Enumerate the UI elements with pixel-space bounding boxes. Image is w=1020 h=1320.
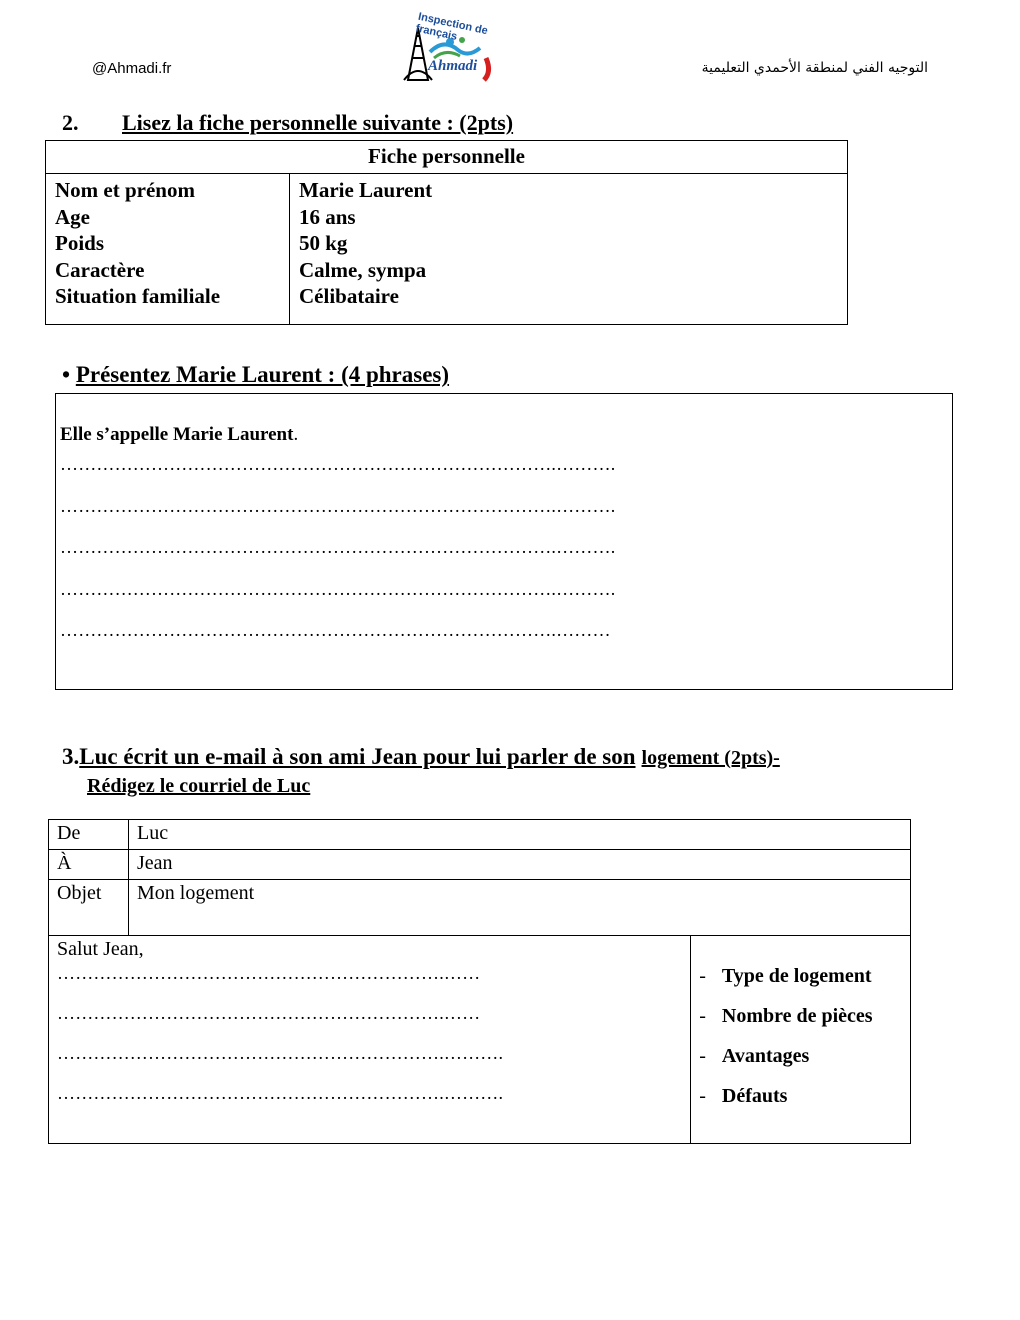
email-writing-line[interactable]: ……………………………………………………….………. [57, 1083, 504, 1103]
logo [388, 10, 508, 84]
email-writing-line[interactable]: ……………………………………………………….………. [57, 1043, 504, 1063]
task-bullet: • [62, 362, 71, 387]
fiche-label: Situation familiale [55, 284, 221, 308]
fiche-value: Marie Laurent [299, 178, 433, 202]
answer-box-presentation [55, 393, 953, 690]
section3-title [62, 744, 780, 770]
fiche-header: Fiche personnelle [46, 141, 848, 174]
fiche-values-cell [290, 174, 848, 325]
email-table [48, 819, 911, 1144]
email-field-label: Objet [49, 880, 129, 936]
section3-title-small: logement (2pts)- [641, 747, 780, 769]
header-right-text: التوجيه الفني لمنطقة الأحمدي التعليمية [701, 60, 928, 76]
writing-line[interactable]: ……………………………………………………………………….………. [60, 496, 616, 516]
email-field-value: Luc [129, 820, 911, 850]
answer-first-line [60, 424, 298, 446]
email-field-label: À [49, 850, 129, 880]
section2-title-text: Lisez la fiche personnelle suivante : (2pts) [122, 110, 514, 135]
fiche-personnelle-table [45, 140, 848, 325]
fiche-value: 50 kg [299, 231, 348, 255]
answer-first-line-end: . [293, 424, 299, 445]
hint-item: - Défauts [699, 1085, 788, 1107]
fiche-label: Caractère [55, 257, 145, 282]
email-writing-line[interactable]: ……………………………………………………….…… [57, 963, 481, 983]
task-title: Présentez Marie Laurent : (4 phrases) [75, 362, 450, 387]
email-field-value: Jean [129, 850, 911, 880]
header-left-text: @Ahmadi.fr [92, 60, 172, 77]
hint-item: - Type de logement [699, 965, 872, 987]
email-hints-cell [691, 936, 911, 1144]
section3-title-main: Luc écrit un e-mail à son ami Jean pour lui parler de son [79, 744, 636, 769]
fiche-label: Poids [55, 231, 105, 255]
hint-item: - Nombre de pièces [699, 1005, 873, 1027]
fiche-label: Age [55, 204, 90, 229]
fiche-value: Célibataire [299, 284, 399, 308]
fiche-label: Nom et prénom [55, 178, 195, 202]
writing-line[interactable]: ……………………………………………………………………….………. [60, 537, 616, 557]
email-greeting: Salut Jean, [57, 938, 144, 960]
writing-line[interactable]: ……………………………………………………………………….……… [60, 620, 611, 640]
section3-subtitle: Rédigez le courriel de Luc [87, 775, 311, 797]
fiche-value: 16 ans [299, 204, 356, 229]
fiche-labels-cell [46, 174, 290, 325]
section3-number: 3. [62, 744, 80, 769]
answer-first-line-text: Elle s’appelle Marie Laurent [60, 424, 294, 445]
section2-title [62, 110, 513, 136]
email-field-label: De [49, 820, 129, 850]
hint-item: - Avantages [699, 1045, 810, 1067]
section2-number: 2. [62, 110, 79, 135]
email-field-value: Mon logement [129, 880, 911, 936]
task-heading [62, 362, 449, 388]
writing-line[interactable]: ……………………………………………………………………….………. [60, 579, 616, 599]
writing-line[interactable]: ……………………………………………………………………….………. [60, 454, 616, 474]
fiche-value: Calme, sympa [299, 257, 427, 282]
email-writing-line[interactable]: ……………………………………………………….…… [57, 1003, 481, 1023]
email-body-cell [49, 936, 691, 1144]
logo-name: Ahmadi [428, 58, 478, 74]
logo-top-text: Inspection de français [414, 10, 489, 43]
